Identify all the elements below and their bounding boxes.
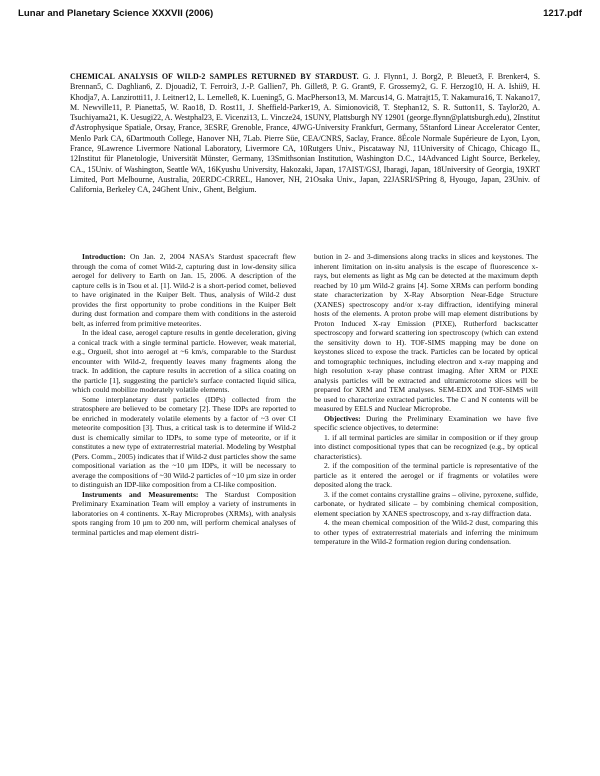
right-column: [314, 252, 538, 547]
paragraph: In the ideal case, aerogel capture results in gentle deceleration, giving a conical track with a single terminal particle. However, weak material, e.g., Orgueil, shot into aerogel at ~6 km/s, comparable to the Stardust encounter with Wild-2, frequently leaves many fragments along the track. In addition, the capture results in accretion of a silica coating on the particle [1], suggesting the particle's surface contacted liquid silica, which could mobilize moderately volatile elements.: [72, 328, 296, 394]
list-item: 2. if the composition of the terminal particle is representative of the particle as it entered the aerogel or if fragments or volatiles were deposited along the track.: [314, 461, 538, 489]
section-heading: Introduction:: [82, 252, 126, 261]
list-item: 3. if the comet contains crystalline grains – olivine, pyroxene, sulfide, carbonate, or hydrated silicate – by combining chemical composition, element speciation by XANES spectroscopy, and x-ray diffraction data.: [314, 489, 538, 518]
paragraph: Introduction: On Jan. 2, 2004 NASA's Stardust spacecraft flew through the coma of comet Wild-2, capturing dust in low-density silica aerogel for delivery to Earth on Jan. 15, 2006. A description of the capture cells is in Tsou et al. [1]. Wild-2 is a short-period comet, believed to have originated in the Kuiper Belt. Thus, analysis of Wild-2 dust provides the first opportunity to probe conditions in the Kuiper Belt during dust formation and compare them with conditions in the asteroid belt, as inferred from primitive meteorites.: [72, 252, 296, 328]
paragraph: Some interplanetary dust particles (IDPs) collected from the stratosphere are believed to be cometary [2]. These IDPs are reported to be enriched in moderately volatile elements by a factor of ~3 over CI meteorite composition [3]. Thus, a critical task is to determine if Wild-2 dust is chemically similar to IDPs, to some type of meteorite, or if it constitutes a new type of extraterrestrial material. Modeling by Westphal (Pers. Comm., 2005) indicates that if Wild-2 dust particles show the same compositional variation as the ~10 µm IDPs, it will be necessary to average the compositions of ~30 Wild-2 particles of ~10 µm size in order to distinguish an IDP-like composition from a CI-like composition.: [72, 394, 296, 489]
section-heading: Objectives:: [324, 413, 361, 423]
section-heading: Instruments and Measurements:: [82, 489, 199, 499]
paper-title: CHEMICAL ANALYSIS OF WILD-2 SAMPLES RETURNED BY STARDUST.: [70, 72, 359, 81]
paragraph: Instruments and Measurements: The Stardust Composition Preliminary Examination Team will employ a variety of instruments in laboratories on 4 continents. X-Ray Microprobes (XRMs), with analysis spots ranging from 10 µm to 200 nm, will perform chemical analyses of terminal particles and map element distri-: [72, 489, 296, 537]
paragraph: Objectives: During the Preliminary Examination we have five specific science objectives, to determine:: [314, 413, 538, 432]
page-header: [18, 8, 582, 22]
journal-title: Lunar and Planetary Science XXXVII (2006): [18, 8, 214, 19]
list-item: 4. the mean chemical composition of the Wild-2 dust, comparing this to other types of extraterrestrial materials and inferring the minimum temperature in the Wild-2 formation region during condensation.: [314, 518, 538, 546]
title-block: [70, 72, 540, 196]
left-column: [72, 252, 296, 537]
page-id: 1217.pdf: [543, 8, 582, 19]
authors-affiliations: G. J. Flynn1, J. Borg2, P. Bleuet3, F. Brenker4, S. Brennan5, C. Daghlian6, Z. Djouadi2, T. Ferroir3, J.-P. Gallien7, Ph. Gillet8, P. G. Grant9, F. Grossemy2, G. F. Herzog10, H. A. Ishii9, H. Khodja7, A. Lanzirotti11, J. Leitner12, L. Lemelle8, K. Luening5, G. MacPherson13, M. Marcus14, G. Matrajt15, T. Nakamura16, T. Nakano17, M. Newville11, P. Pianetta5, W. Rao18, D. Rost11, J. Sheffield-Parker19, A. Simionovici8, T. Stephan12, S. R. Sutton11, S. Taylor20, A. Tsuchiyama21, K. Uesugi22, A. Westphal23, E. Vicenzi13, L. Vincze24, 1SUNY, Plattsburgh NY 12901 (george.flynn@plattsburgh.edu), 2Institut d'Astrophysique Spatiale, Orsay, France, 3ESRF, Grenoble, France, 4JWG-University Frankfurt, Germany, 5Stanford Linear Accelerator Center, Menlo Park CA, 6Dartmouth College, Hanover NH, 7Lab. Pierre Süe, CEA/CNRS, Saclay, France. 8École Normale Supérieure de Lyon, Lyon, France, 9Lawrence Livermore National Laboratory, Livermore CA, 10Rutgers Univ., Piscataway NJ, 11University of Chicago, Chicago IL, 12Institut für Planetologie, Universität Münster, Germany, 13Smithsonian Institution, Washington D.C., 14Advanced Light Source, Berkeley, CA., 15Univ. of Washington, Seattle WA, 16Kyushu University, Hakozaki, Japan, 17AIST/GSJ, Ibaragi, Japan, 18University of Georgia, 19XRT Limited, Port Melbourne, Australia, 20ERDC-CRREL, Hanover, NH, 21Osaka Univ., Japan, 22JASRI/SPring 8, Hyougo, Japan, 23Univ. of California, Berkeley CA, 24Ghent Univ., Ghent, Belgium.: [70, 72, 541, 195]
paragraph: bution in 2- and 3-dimensions along tracks in slices and keystones. The inherent limitation on in-situ analysis is the escape of fluorescence x-rays, but elements as light as Mg can be detected at the maximum depth reached by 10 µm Wild-2 grains [4]. Some XRMs can perform bonding state characterization by X-Ray Absorption Near-Edge Structure (XANES) spectroscopy and/or x-ray diffraction, identifying mineral hosts of the elements. A proton probe will map element distributions by Proton Induced X-ray Emission (PIXE), Rutherford backscatter spectroscopy and forward scattering ion spectroscopy (which can extend the sensitivity down to H). TOF-SIMS mapping may be done on keystones sliced to expose the track. Particles can be located by optical and tomographic techniques, including electron and x-ray mapping and high resolution x-ray phase contrast imaging. After XRM or PIXE analysis particles will be extracted and ultramicrotome slices will be prepared for XRM and TEM analyses. SEM-EDX and TOF-SIMS will be used to characterize extracted particles. The C and N contents will be measured by EELS and Nuclear Microprobe.: [314, 252, 538, 413]
list-item: 1. if all terminal particles are similar in composition or if they group into distinct compositional types that can be recognized (e.g., by optical characteristics).: [314, 432, 538, 461]
